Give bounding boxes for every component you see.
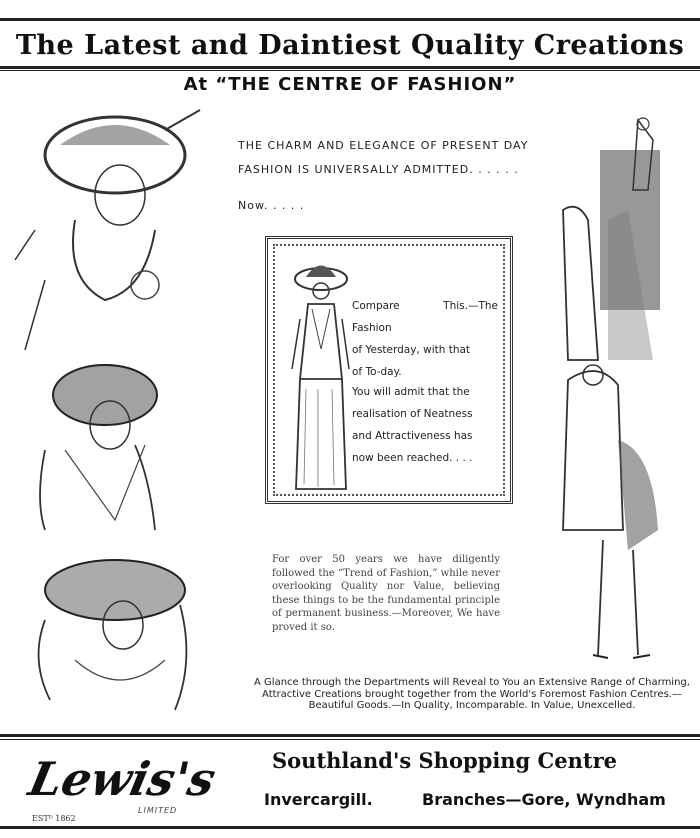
footer-branches: Branches—Gore, Wyndham bbox=[422, 790, 666, 809]
right-fashion-illustrations bbox=[558, 110, 678, 670]
compare-line: Compare This.—The Fashion bbox=[352, 300, 498, 334]
header-rule-thin bbox=[0, 70, 700, 71]
logo-sub: LIMITED bbox=[138, 806, 178, 815]
footer-title: Southland's Shopping Centre bbox=[272, 748, 618, 773]
comparison-box bbox=[265, 236, 513, 504]
admit-line: and Attractiveness has bbox=[352, 430, 473, 442]
subhead: At “THE CENTRE OF FASHION” bbox=[183, 74, 517, 95]
header-rule bbox=[0, 66, 700, 69]
lewiss-logo: Lewis's bbox=[24, 752, 221, 806]
admit-line: now been reached. . . . bbox=[352, 452, 473, 464]
admit-text bbox=[352, 381, 498, 469]
intro-line-3: Now. . . . . bbox=[238, 199, 305, 212]
top-rule bbox=[0, 18, 700, 21]
admit-line: You will admit that the bbox=[352, 386, 470, 398]
headline: The Latest and Daintiest Quality Creations bbox=[15, 30, 685, 61]
history-paragraph: For over 50 years we have diligently followed the “Trend of Fashion,” while never overlooking Quality nor Value, believing these things to be the fundamental principle of permanent business.—Moreover, We have proved it so. bbox=[272, 554, 500, 633]
intro-line-1: THE CHARM AND ELEGANCE OF PRESENT DAY bbox=[238, 139, 529, 152]
left-fashion-illustrations bbox=[5, 100, 215, 730]
compare-line: of Yesterday, with that bbox=[352, 344, 471, 356]
bottom-rule bbox=[0, 826, 700, 829]
yesterday-fashion-illustration bbox=[286, 249, 356, 499]
footer-rule-thin bbox=[0, 739, 700, 740]
admit-line: realisation of Neatness bbox=[352, 408, 473, 420]
compare-text bbox=[352, 295, 498, 383]
glance-paragraph: A Glance through the Departments will Reveal to You an Extensive Range of Charming, Attractive Creations brought together from the World's Foremost Fashion Centres.—Beautiful Goods.—In Quality, Incomparable. In Value, Unexcelled. bbox=[254, 677, 690, 711]
compare-line: of To-day. bbox=[352, 366, 402, 378]
footer-rule bbox=[0, 734, 700, 737]
intro-line-2: FASHION IS UNIVERSALLY ADMITTED. . . . . . bbox=[238, 163, 519, 176]
footer-location: Invercargill. bbox=[264, 790, 373, 809]
established-mark: ESTᴰ 1862 bbox=[32, 814, 76, 823]
